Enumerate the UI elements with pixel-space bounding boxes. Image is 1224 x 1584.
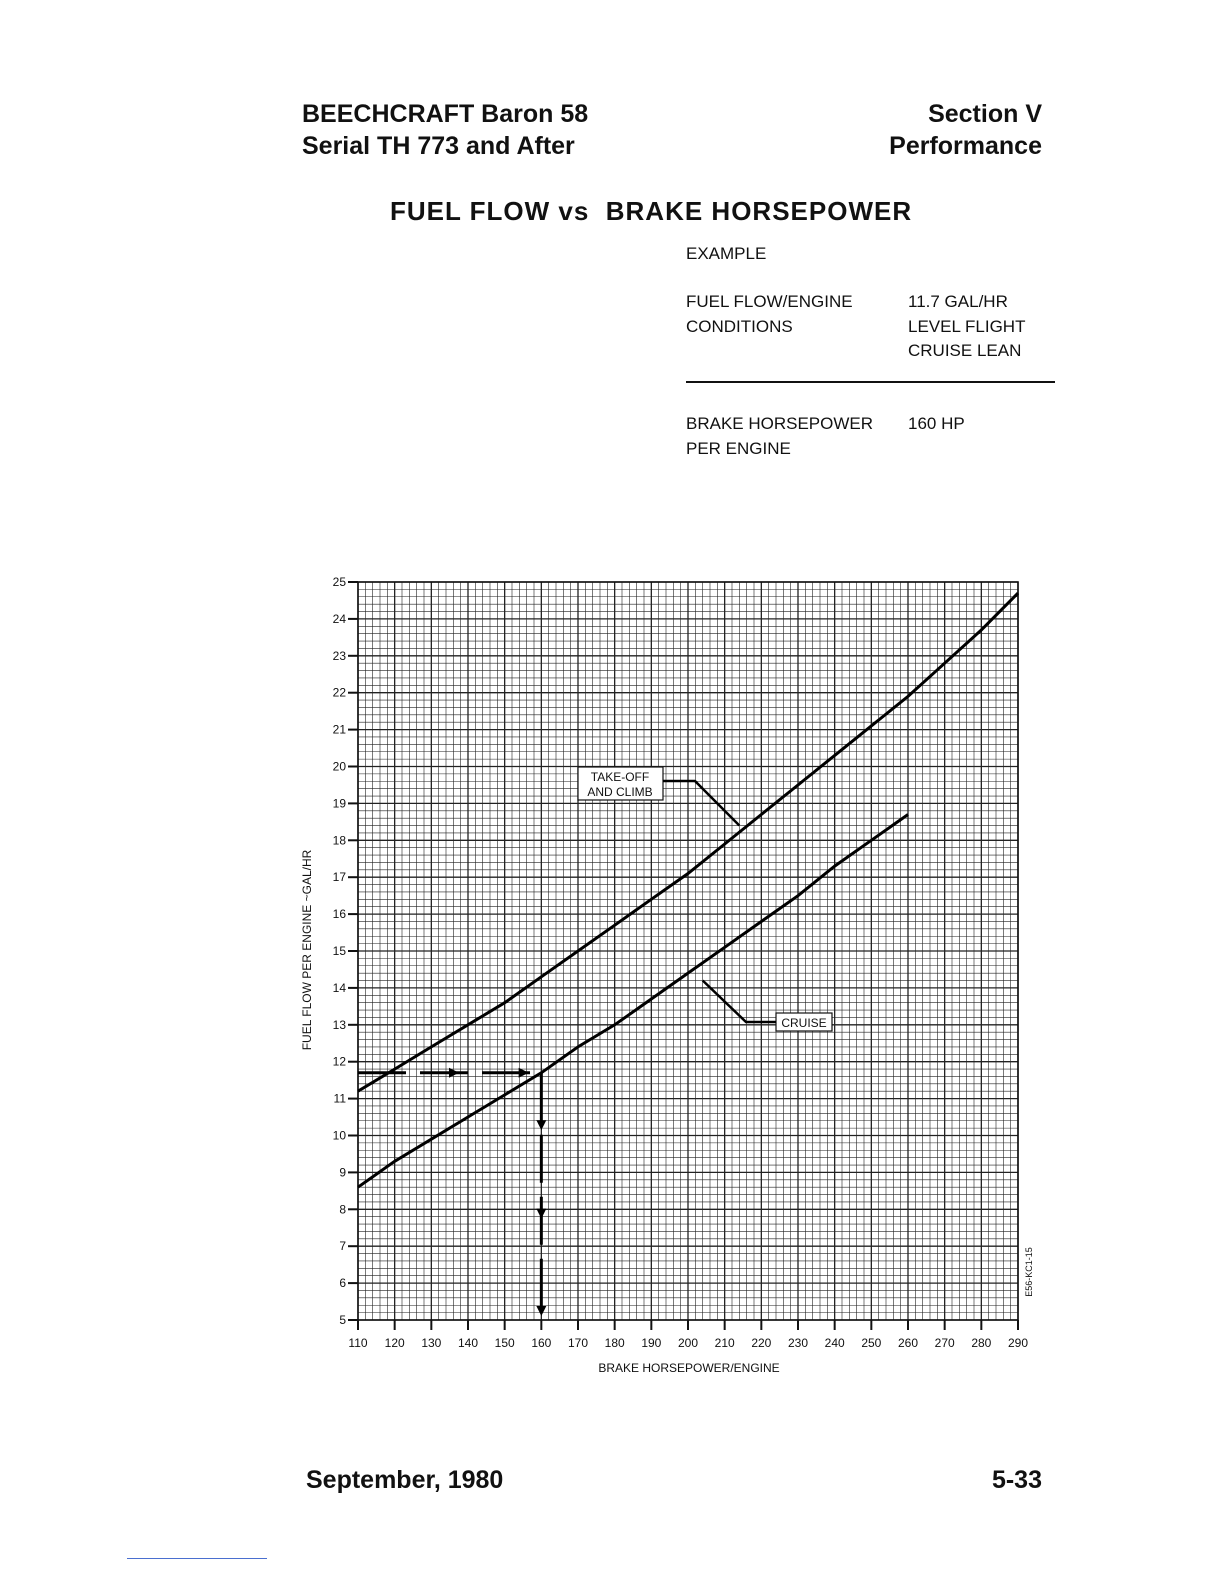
x-tick-label: 110 — [348, 1336, 368, 1350]
x-tick-label: 140 — [457, 1336, 479, 1350]
x-tick-label: 180 — [604, 1336, 625, 1350]
y-tick-label: 16 — [332, 907, 346, 922]
arrow-down-icon — [536, 1306, 546, 1316]
y-tick-label: 21 — [332, 722, 346, 737]
fuel-flow-label: FUEL FLOW/ENGINE — [686, 292, 853, 311]
x-tick-label: 130 — [421, 1336, 442, 1350]
y-tick-label: 7 — [339, 1239, 346, 1254]
takeoff-label-line-1: TAKE-OFF — [590, 770, 650, 784]
bhp-label-1: BRAKE HORSEPOWER — [686, 414, 874, 433]
y-tick-label: 20 — [332, 759, 346, 774]
arrow-down-icon — [536, 1120, 546, 1130]
x-tick-label: 290 — [1007, 1336, 1029, 1350]
y-tick-label: 17 — [332, 870, 346, 885]
section-name: Performance — [889, 132, 1042, 160]
y-tick-label: 23 — [332, 648, 346, 663]
x-axis-label: BRAKE HORSEPOWER/ENGINE — [598, 1361, 780, 1375]
y-tick-label: 10 — [332, 1128, 346, 1143]
series-cruise-line — [358, 815, 908, 1188]
y-tick-label: 14 — [332, 980, 346, 995]
chart-title: FUEL FLOW vs BRAKE HORSEPOWER — [390, 196, 913, 226]
y-tick-label: 19 — [332, 796, 346, 811]
bhp-value: 160 HP — [908, 414, 965, 433]
x-tick-label: 200 — [677, 1336, 699, 1350]
y-tick-label: 12 — [332, 1054, 346, 1069]
x-tick-label: 250 — [861, 1336, 882, 1350]
section-label: Section V — [928, 100, 1042, 128]
y-tick-label: 25 — [332, 575, 346, 589]
y-tick-label: 15 — [332, 944, 346, 958]
x-tick-label: 220 — [751, 1336, 772, 1350]
x-tick-label: 170 — [567, 1336, 589, 1350]
conditions-label: CONDITIONS — [686, 317, 793, 336]
x-tick-label: 270 — [934, 1336, 955, 1350]
x-tick-label: 160 — [531, 1336, 552, 1350]
aircraft-model: BEECHCRAFT Baron 58 — [302, 100, 589, 128]
x-tick-label: 120 — [384, 1336, 405, 1350]
takeoff-label-line-2: AND CLIMB — [587, 785, 653, 799]
figure-code: E56-KC1-15 — [1024, 1247, 1034, 1297]
conditions-value-1: LEVEL FLIGHT — [908, 317, 1026, 336]
x-tick-label: 190 — [641, 1336, 662, 1350]
example-heading: EXAMPLE — [686, 244, 767, 263]
y-tick-label: 24 — [332, 611, 346, 626]
chart-grid — [358, 582, 1018, 1320]
x-tick-label: 280 — [971, 1336, 992, 1350]
bhp-label-2: PER ENGINE — [686, 439, 791, 458]
conditions-value-2: CRUISE LEAN — [908, 341, 1022, 360]
example-path — [358, 1068, 546, 1320]
y-tick-label: 18 — [332, 833, 346, 848]
y-tick-label: 8 — [339, 1202, 346, 1217]
serial-range: Serial TH 773 and After — [302, 132, 575, 160]
y-tick-label: 6 — [339, 1276, 346, 1291]
arrow-down-icon — [536, 1209, 546, 1219]
fuel-flow-value: 11.7 GAL/HR — [908, 292, 1008, 311]
y-tick-label: 22 — [332, 685, 346, 700]
x-tick-label: 210 — [714, 1336, 735, 1350]
y-tick-label: 9 — [339, 1165, 346, 1180]
bottom-divider — [127, 1558, 267, 1559]
x-tick-label: 240 — [824, 1336, 845, 1350]
page-number: 5-33 — [991, 1466, 1042, 1494]
x-tick-label: 260 — [897, 1336, 919, 1350]
y-axis-label: FUEL FLOW PER ENGINE ~GAL/HR — [300, 849, 314, 1051]
y-tick-label: 5 — [339, 1313, 346, 1327]
y-tick-label: 13 — [332, 1017, 346, 1032]
x-tick-label: 150 — [494, 1336, 515, 1350]
x-tick-label: 230 — [787, 1336, 809, 1350]
y-tick-label: 11 — [333, 1091, 346, 1106]
cruise-label: CRUISE — [781, 1016, 827, 1030]
footer-date: September, 1980 — [306, 1466, 504, 1494]
